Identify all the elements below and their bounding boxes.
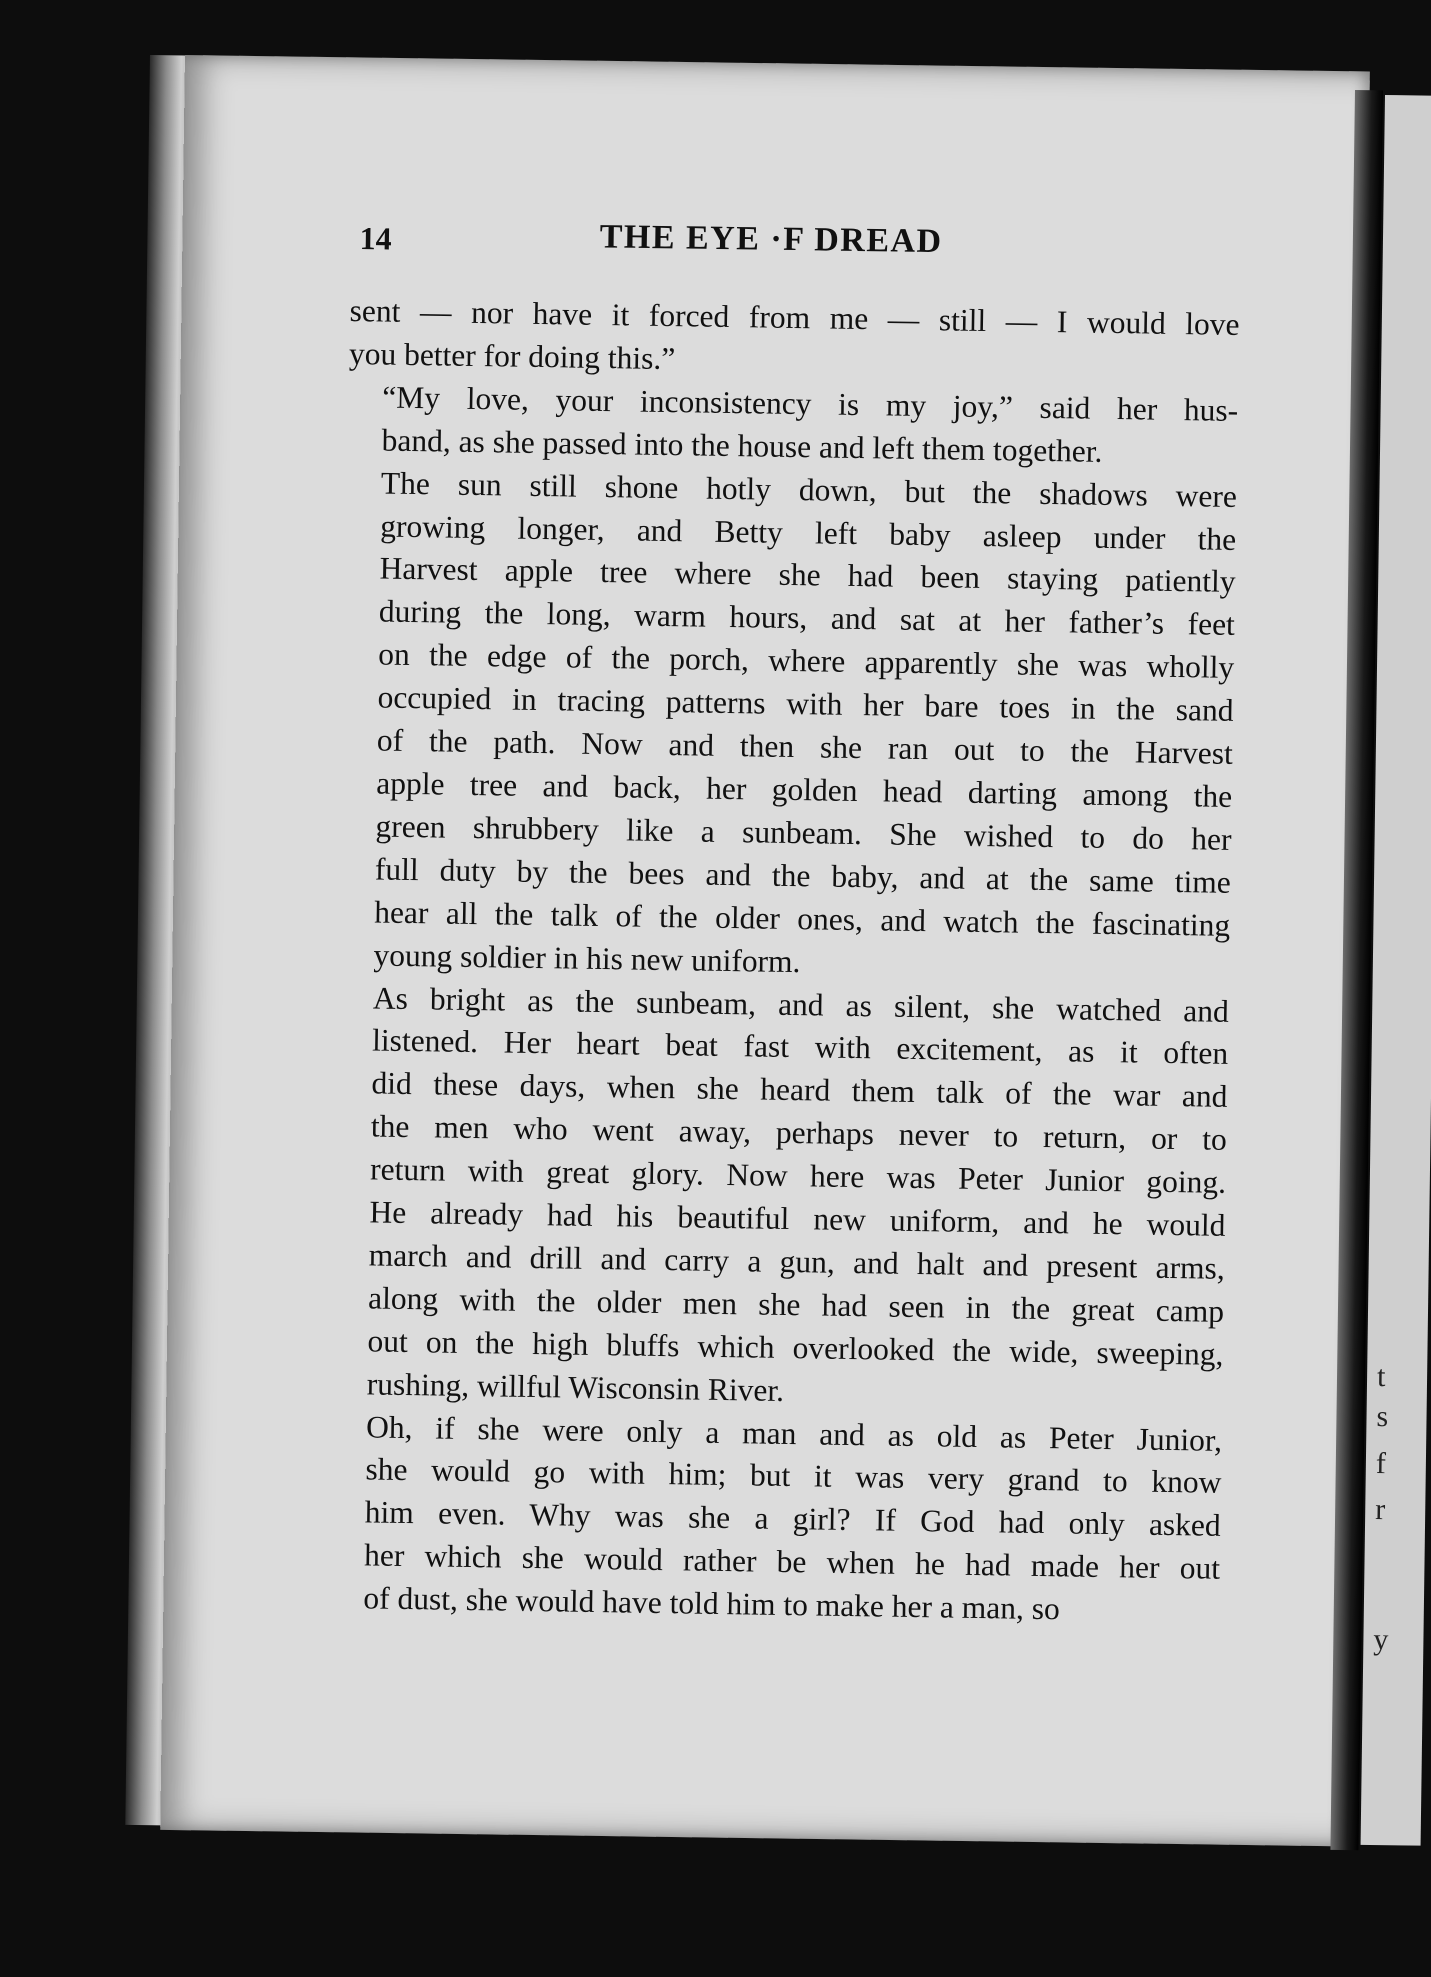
text-line: apple tree and back, her golden head darting among the [375,765,1233,814]
text-line: full duty by the bees and the baby, and at the same time [374,851,1232,900]
text-line: along with the older men she had seen in the great camp [367,1280,1225,1329]
text-line: The sun still shone hotly down, but the shadows were [380,465,1238,514]
text-line: As bright as the sunbeam, and as silent, she watched and [372,979,1230,1029]
text-line: He already had his beautiful new uniform, and he would [369,1194,1226,1243]
page-number: 14 [359,219,392,257]
text-line: Oh, if she were only a man and as old as Peter Junior, [365,1408,1223,1458]
text-line: during the long, warm hours, and sat at her father’s feet [378,593,1236,643]
text-line: of dust, she would have told him to make her a man, so [363,1580,1061,1627]
text-line: of the path. Now and then she ran out to the Harvest [376,722,1234,771]
next-page-fragment: s [1376,1400,1389,1434]
next-page-fragment: f [1375,1447,1387,1481]
text-line: you better for doing this.” [348,335,676,377]
paragraph [349,290,1240,390]
text-line: out on the high bluffs which overlooked the wide, sweeping, [367,1323,1224,1372]
running-head: THE EYE ·F DREAD [599,218,943,261]
text-line: rushing, willful Wisconsin River. [366,1366,785,1408]
text-line: occupied in tracing patterns with her bare toes in the sand [377,679,1234,729]
text-line: did these days, when she heard them talk of the war and [371,1065,1228,1115]
text-line: march and drill and carry a gun, and halt and present arms, [368,1237,1226,1286]
paragraph [347,376,1238,476]
text-line: hear all the talk of the older ones, and watch the fascinating [373,894,1231,943]
paragraph [329,1405,1222,1633]
text-line: sent — nor have it forced from me — still — I would love [349,292,1240,342]
text-line: return with great glory. Now here was Peter Junior going. [369,1151,1227,1200]
text-line: young soldier in his new uniform. [373,937,801,979]
text-line: Harvest apple tree where she had been staying patiently [379,550,1236,600]
text-line: her which she would rather be when he had made her out [363,1537,1221,1587]
next-page-fragment: t [1376,1360,1386,1394]
paragraph [339,462,1237,991]
text-line: listened. Her heart beat fast with excitement, as it often [371,1022,1229,1072]
text-line: band, as she passed into the house and left them together. [381,422,1103,469]
body-text [329,290,1240,1634]
paragraph [332,976,1229,1419]
text-line: she would go with him; but it was very grand to know [365,1451,1222,1501]
text-line: on the edge of the porch, where apparently she was wholly [378,636,1235,686]
text-line: him even. Why was she a girl? If God had only asked [364,1494,1221,1544]
text-line: green shrubbery like a sunbeam. She wished to do her [375,808,1232,857]
text-line: the men who went away, perhaps never to return, or to [370,1108,1228,1158]
text-line: growing longer, and Betty left baby asleep under the [380,508,1237,557]
text-line: “My love, your inconsistency is my joy,” said her hus- [382,379,1239,428]
next-page-fragment: r [1375,1493,1386,1527]
next-page-fragment: y [1373,1622,1389,1657]
